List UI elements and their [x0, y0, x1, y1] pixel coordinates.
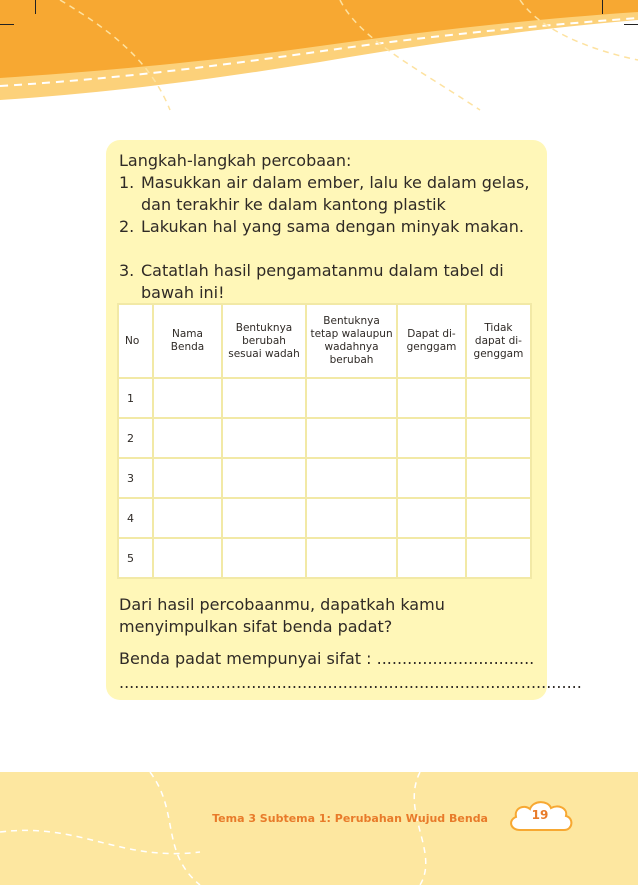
row-number: 5 — [119, 539, 152, 577]
table-cell — [307, 539, 396, 577]
table-cell — [154, 499, 221, 537]
table-cell — [223, 379, 305, 417]
table-cell — [398, 499, 465, 537]
conclusion-answer-line: Benda padat mempunyai sifat : ............................... — [119, 649, 535, 668]
table-cell — [154, 459, 221, 497]
header-tidak-dapat-digenggam: Tidak dapat di-genggam — [467, 305, 530, 377]
step-number: 1. — [119, 173, 135, 192]
header-no: No — [119, 305, 152, 377]
table-cell — [467, 419, 530, 457]
table-row — [119, 539, 530, 577]
table-cell — [307, 459, 396, 497]
table-cell — [398, 459, 465, 497]
row-number: 3 — [119, 459, 152, 497]
table-row — [119, 419, 530, 457]
table-cell — [223, 459, 305, 497]
header-tetap: Bentuknya tetap walaupun wadahnya berubah — [307, 305, 396, 377]
table-cell — [223, 499, 305, 537]
crop-mark — [602, 0, 603, 14]
table-cell — [307, 499, 396, 537]
page-number: 19 — [531, 808, 549, 822]
table-cell — [223, 419, 305, 457]
header-dapat-digenggam: Dapat di-genggam — [398, 305, 465, 377]
table-cell — [154, 379, 221, 417]
row-number: 4 — [119, 499, 152, 537]
crop-mark — [0, 24, 14, 25]
table-cell — [467, 459, 530, 497]
conclusion-question: Dari hasil percobaanmu, dapatkah kamu menyimpulkan sifat benda padat? — [119, 595, 445, 636]
table-cell — [467, 379, 530, 417]
table-cell — [154, 539, 221, 577]
step-number: 3. — [119, 261, 135, 280]
table-header-row — [119, 305, 530, 377]
crop-mark — [624, 24, 638, 25]
table-cell — [467, 499, 530, 537]
row-number: 2 — [119, 419, 152, 457]
header-berubah: Bentuknya berubah sesuai wadah — [223, 305, 305, 377]
conclusion-answer-line: ........................................................................................... — [119, 673, 582, 692]
footer-title: Tema 3 Subtema 1: Perubahan Wujud Benda — [212, 812, 488, 825]
step-text: Masukkan air dalam ember, lalu ke dalam gelas, dan terakhir ke dalam kantong plastik — [141, 173, 530, 214]
table-row — [119, 459, 530, 497]
step-text: Lakukan hal yang sama dengan minyak makan. — [141, 217, 524, 236]
table-cell — [154, 419, 221, 457]
table-row — [119, 499, 530, 537]
table-cell — [223, 539, 305, 577]
step-number: 2. — [119, 217, 135, 236]
observation-table — [117, 303, 532, 579]
header-nama-benda: Nama Benda — [154, 305, 221, 377]
table-row — [119, 379, 530, 417]
step-text: Catatlah hasil pengamatanmu dalam tabel di bawah ini! — [141, 261, 504, 302]
table-cell — [467, 539, 530, 577]
table-cell — [398, 539, 465, 577]
steps-title: Langkah-langkah percobaan: — [119, 151, 352, 170]
header-decoration — [0, 0, 638, 110]
table-cell — [307, 419, 396, 457]
table-cell — [398, 379, 465, 417]
row-number: 1 — [119, 379, 152, 417]
table-cell — [307, 379, 396, 417]
crop-mark — [35, 0, 36, 14]
table-cell — [398, 419, 465, 457]
